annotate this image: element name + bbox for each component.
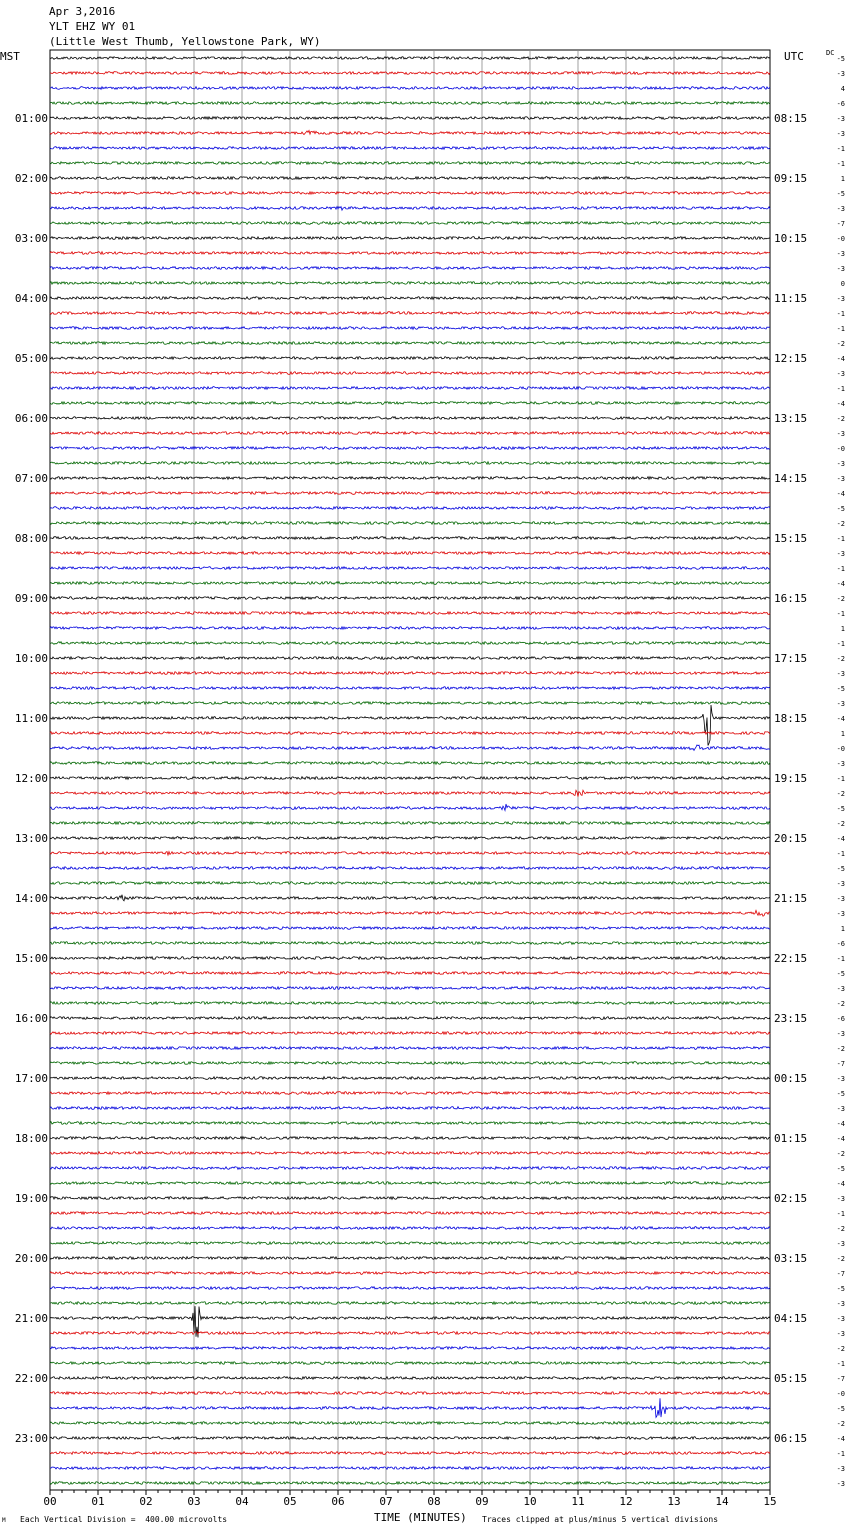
trace-line <box>50 87 770 90</box>
trace-line <box>50 312 770 315</box>
dc-offset-label: -2 <box>836 1045 845 1053</box>
dc-offset-label: -4 <box>836 1135 845 1143</box>
trace-line <box>50 1452 770 1455</box>
left-hour-label: 09:00 <box>14 592 48 605</box>
trace-line <box>50 552 770 555</box>
trace-line <box>50 1167 770 1170</box>
dc-offset-label: -5 <box>836 865 845 873</box>
x-tick-label: 01 <box>91 1495 105 1508</box>
right-timezone-label: UTC <box>784 50 804 63</box>
dc-offset-label: -3 <box>836 475 845 483</box>
trace-line <box>50 732 770 735</box>
trace-line <box>50 297 770 300</box>
trace-line <box>50 282 770 285</box>
trace-line <box>50 492 770 495</box>
dc-offset-label: -3 <box>836 130 845 138</box>
clip-note: Traces clipped at plus/minus 5 vertical divisions <box>482 1515 719 1524</box>
dc-offset-label: -3 <box>836 460 845 468</box>
trace-line <box>50 1287 770 1290</box>
dc-offset-label: -5 <box>836 1405 845 1413</box>
dc-offset-label: -1 <box>836 535 845 543</box>
dc-offset-label: -2 <box>836 1255 845 1263</box>
x-tick-label: 10 <box>523 1495 537 1508</box>
trace-line <box>50 567 770 570</box>
right-hour-label: 09:15 <box>774 172 808 185</box>
dc-offset-label: -0 <box>836 235 845 243</box>
dc-offset-label: -3 <box>836 880 845 888</box>
dc-offset-label: -6 <box>836 100 845 108</box>
dc-offset-label: -1 <box>836 640 845 648</box>
right-hour-label: 23:15 <box>774 1012 808 1025</box>
left-hour-label: 15:00 <box>14 952 48 965</box>
trace-line <box>50 192 770 195</box>
dc-offset-label: -0 <box>836 1390 845 1398</box>
trace-line <box>50 1197 770 1200</box>
dc-offset-label: -3 <box>836 1315 845 1323</box>
dc-offset-label: -1 <box>836 955 845 963</box>
dc-offset-label: -6 <box>836 1015 845 1023</box>
right-hour-label: 18:15 <box>774 712 808 725</box>
dc-offset-label: -4 <box>836 715 845 723</box>
trace-line <box>50 447 770 450</box>
trace-line <box>50 1377 770 1380</box>
left-timezone-label: MST <box>0 50 20 63</box>
dc-offset-label: -2 <box>836 1345 845 1353</box>
trace-line <box>50 162 770 165</box>
trace-line <box>50 1122 770 1125</box>
left-hour-label: 14:00 <box>14 892 48 905</box>
trace-line <box>50 131 770 135</box>
left-hour-label: 07:00 <box>14 472 48 485</box>
x-tick-label: 11 <box>571 1495 585 1508</box>
x-tick-label: 02 <box>139 1495 153 1508</box>
right-hour-label: 20:15 <box>774 832 808 845</box>
left-hour-label: 02:00 <box>14 172 48 185</box>
dc-offset-label: -3 <box>836 1330 845 1338</box>
trace-line <box>50 702 770 705</box>
dc-offset-label: -3 <box>836 115 845 123</box>
x-axis-label: TIME (MINUTES) <box>374 1511 467 1524</box>
dc-offset-label: -3 <box>836 700 845 708</box>
trace-line <box>50 612 770 615</box>
dc-offset-label: 4 <box>840 85 845 93</box>
x-tick-label: 04 <box>235 1495 249 1508</box>
trace-line <box>50 1422 770 1425</box>
trace-line <box>50 252 770 255</box>
trace-line <box>50 777 770 780</box>
x-tick-label: 03 <box>187 1495 201 1508</box>
x-tick-label: 05 <box>283 1495 297 1508</box>
left-hour-label: 23:00 <box>14 1432 48 1445</box>
dc-offset-label: -1 <box>836 310 845 318</box>
dc-offset-label: -0 <box>836 445 845 453</box>
trace-line <box>50 582 770 585</box>
trace-line <box>50 1332 770 1335</box>
dc-offset-label: -3 <box>836 1030 845 1038</box>
dc-offset-label: -4 <box>836 490 845 498</box>
trace-line <box>50 176 770 179</box>
trace-line <box>50 1302 770 1305</box>
trace-line <box>50 942 770 945</box>
trace-line <box>50 627 770 630</box>
trace-line <box>50 432 770 435</box>
dc-offset-label: -3 <box>836 295 845 303</box>
header-date: Apr 3,2016 <box>49 5 116 18</box>
dc-offset-label: -1 <box>836 1210 845 1218</box>
trace-line <box>50 1152 770 1155</box>
plot-frame <box>50 50 770 1490</box>
left-hour-label: 12:00 <box>14 772 48 785</box>
x-tick-label: 08 <box>427 1495 441 1508</box>
dc-offset-label: -4 <box>836 835 845 843</box>
dc-offset-label: -5 <box>836 1285 845 1293</box>
dc-offset-label: -4 <box>836 1435 845 1443</box>
right-hour-label: 22:15 <box>774 952 808 965</box>
dc-offset-label: -5 <box>836 505 845 513</box>
dc-offset-label: -5 <box>836 970 845 978</box>
trace-line <box>50 1467 770 1470</box>
dc-offset-label: -1 <box>836 850 845 858</box>
trace-line <box>50 477 770 480</box>
left-hour-label: 18:00 <box>14 1132 48 1145</box>
right-hour-label: 12:15 <box>774 352 808 365</box>
dc-offset-label: -4 <box>836 355 845 363</box>
dc-offset-label: -3 <box>836 895 845 903</box>
trace-line <box>50 972 770 975</box>
trace-line <box>50 705 770 746</box>
left-hour-label: 20:00 <box>14 1252 48 1265</box>
right-hour-label: 11:15 <box>774 292 808 305</box>
trace-line <box>50 1002 770 1005</box>
trace-line <box>50 462 770 465</box>
dc-offset-label: -7 <box>836 1270 845 1278</box>
header-location: (Little West Thumb, Yellowstone Park, WY) <box>49 35 321 48</box>
dc-offset-label: -1 <box>836 385 845 393</box>
trace-line <box>50 402 770 405</box>
dc-offset-label: -2 <box>836 595 845 603</box>
left-hour-label: 19:00 <box>14 1192 48 1205</box>
right-hour-label: 17:15 <box>774 652 808 665</box>
dc-offset-label: -4 <box>836 1120 845 1128</box>
trace-line <box>50 267 770 270</box>
dc-offset-label: 1 <box>840 175 845 183</box>
trace-line <box>50 1437 770 1440</box>
trace-line <box>50 1482 770 1485</box>
dc-offset-label: -2 <box>836 415 845 423</box>
trace-line <box>50 327 770 330</box>
right-hour-label: 16:15 <box>774 592 808 605</box>
dc-offset-label: 0 <box>840 280 845 288</box>
dc-offset-label: -3 <box>836 910 845 918</box>
dc-offset-label: -3 <box>836 985 845 993</box>
right-hour-label: 08:15 <box>774 112 808 125</box>
left-hour-label: 13:00 <box>14 832 48 845</box>
dc-offset-label: -1 <box>836 325 845 333</box>
left-hour-label: 17:00 <box>14 1072 48 1085</box>
trace-line <box>50 672 770 675</box>
trace-line <box>50 822 770 825</box>
dc-offset-label: -3 <box>836 1465 845 1473</box>
x-tick-label: 13 <box>667 1495 681 1508</box>
dc-offset-label: -3 <box>836 1075 845 1083</box>
trace-line <box>50 1212 770 1215</box>
trace-line <box>50 1242 770 1245</box>
trace-line <box>50 1257 770 1260</box>
x-tick-label: 15 <box>763 1495 777 1508</box>
dc-offset-label: -3 <box>836 430 845 438</box>
header-station: YLT EHZ WY 01 <box>49 20 136 33</box>
dc-offset-label: -5 <box>836 55 845 63</box>
trace-line <box>50 762 770 765</box>
dc-offset-label: -0 <box>836 745 845 753</box>
trace-line <box>50 1137 770 1140</box>
trace-line <box>50 987 770 990</box>
trace-line <box>50 1182 770 1185</box>
trace-line <box>50 207 770 211</box>
dc-offset-label: -5 <box>836 805 845 813</box>
dc-offset-label: -3 <box>836 1300 845 1308</box>
dc-offset-label: -5 <box>836 685 845 693</box>
right-hour-label: 02:15 <box>774 1192 808 1205</box>
trace-line <box>50 882 770 885</box>
dc-offset-label: -5 <box>836 190 845 198</box>
left-hour-label: 16:00 <box>14 1012 48 1025</box>
left-hour-label: 06:00 <box>14 412 48 425</box>
trace-line <box>50 117 770 120</box>
left-hour-label: 08:00 <box>14 532 48 545</box>
x-tick-label: 12 <box>619 1495 633 1508</box>
left-hour-label: 04:00 <box>14 292 48 305</box>
trace-line <box>50 1017 770 1020</box>
dc-offset-label: -3 <box>836 1195 845 1203</box>
dc-offset-label: -3 <box>836 670 845 678</box>
trace-line <box>50 1107 770 1110</box>
left-hour-label: 21:00 <box>14 1312 48 1325</box>
trace-line <box>50 910 770 916</box>
trace-line <box>50 642 770 645</box>
dc-offset-label: -5 <box>836 1165 845 1173</box>
dc-offset-label: -1 <box>836 145 845 153</box>
trace-line <box>50 1062 770 1065</box>
x-tick-label: 07 <box>379 1495 393 1508</box>
trace-line <box>50 1077 770 1080</box>
dc-offset-label: -3 <box>836 760 845 768</box>
trace-line <box>50 837 770 840</box>
dc-offset-label: -7 <box>836 220 845 228</box>
left-hour-label: 22:00 <box>14 1372 48 1385</box>
trace-line <box>50 895 770 901</box>
left-hour-label: 05:00 <box>14 352 48 365</box>
left-hour-label: 01:00 <box>14 112 48 125</box>
right-hour-label: 06:15 <box>774 1432 808 1445</box>
dc-offset-label: -2 <box>836 820 845 828</box>
left-hour-label: 10:00 <box>14 652 48 665</box>
trace-line <box>50 1032 770 1035</box>
trace-line <box>50 957 770 960</box>
trace-line <box>50 852 770 856</box>
right-hour-label: 21:15 <box>774 892 808 905</box>
dc-offset-label: -1 <box>836 610 845 618</box>
trace-line <box>50 522 770 525</box>
dc-offset-label: -7 <box>836 1060 845 1068</box>
trace-line <box>50 657 770 660</box>
dc-offset-label: -3 <box>836 1105 845 1113</box>
dc-offset-label: -2 <box>836 1225 845 1233</box>
dc-offset-label: -3 <box>836 205 845 213</box>
right-hour-label: 00:15 <box>774 1072 808 1085</box>
trace-line <box>50 417 770 420</box>
left-hour-label: 03:00 <box>14 232 48 245</box>
dc-offset-label: -2 <box>836 1000 845 1008</box>
x-tick-label: 14 <box>715 1495 729 1508</box>
dc-offset-label: -1 <box>836 1360 845 1368</box>
right-hour-label: 14:15 <box>774 472 808 485</box>
trace-line <box>50 1362 770 1365</box>
right-hour-label: 05:15 <box>774 1372 808 1385</box>
dc-offset-label: -3 <box>836 265 845 273</box>
right-hour-label: 03:15 <box>774 1252 808 1265</box>
trace-line <box>50 57 770 60</box>
dc-offset-label: -6 <box>836 940 845 948</box>
dc-offset-label: 1 <box>840 625 845 633</box>
right-hour-label: 15:15 <box>774 532 808 545</box>
right-hour-label: 10:15 <box>774 232 808 245</box>
dc-offset-label: 1 <box>840 925 845 933</box>
dc-offset-label: -1 <box>836 160 845 168</box>
trace-line <box>50 927 770 930</box>
dc-offset-label: -4 <box>836 400 845 408</box>
right-hour-label: 19:15 <box>774 772 808 785</box>
trace-line <box>50 1092 770 1095</box>
trace-line <box>50 1047 770 1050</box>
trace-line <box>50 102 770 105</box>
trace-line <box>50 804 770 810</box>
trace-line <box>50 537 770 540</box>
trace-line <box>50 790 770 796</box>
trace-line <box>50 867 770 870</box>
dc-offset-header: DC <box>826 49 835 57</box>
trace-line <box>50 1227 770 1230</box>
trace-line <box>50 507 770 510</box>
dc-offset-label: -1 <box>836 565 845 573</box>
trace-line <box>50 357 770 360</box>
trace-line <box>50 1398 770 1417</box>
dc-offset-label: -2 <box>836 1420 845 1428</box>
trace-line <box>50 72 770 75</box>
dc-offset-label: -5 <box>836 1090 845 1098</box>
dc-offset-label: -3 <box>836 70 845 78</box>
dc-offset-label: -2 <box>836 655 845 663</box>
dc-offset-label: -2 <box>836 340 845 348</box>
trace-line <box>50 1347 770 1350</box>
trace-line <box>50 387 770 390</box>
dc-offset-label: -3 <box>836 1480 845 1488</box>
trace-line <box>50 1272 770 1275</box>
trace-line <box>50 745 770 750</box>
left-hour-label: 11:00 <box>14 712 48 725</box>
dc-offset-label: -4 <box>836 1180 845 1188</box>
dc-offset-label: 1 <box>840 730 845 738</box>
dc-offset-label: -2 <box>836 520 845 528</box>
dc-offset-label: -7 <box>836 1375 845 1383</box>
dc-offset-label: -4 <box>836 580 845 588</box>
trace-line <box>50 372 770 375</box>
x-tick-label: 09 <box>475 1495 489 1508</box>
trace-line <box>50 222 770 225</box>
right-hour-label: 13:15 <box>774 412 808 425</box>
dc-offset-label: -2 <box>836 1150 845 1158</box>
trace-line <box>50 147 770 150</box>
scale-note: Each Vertical Division = 400.00 microvolts <box>20 1515 228 1524</box>
x-tick-label: 00 <box>43 1495 57 1508</box>
x-tick-label: 06 <box>331 1495 345 1508</box>
dc-offset-label: -1 <box>836 775 845 783</box>
trace-line <box>50 687 770 690</box>
trace-line <box>50 1392 770 1395</box>
trace-line <box>50 597 770 600</box>
dc-offset-label: -3 <box>836 550 845 558</box>
trace-line <box>50 237 770 240</box>
credit-mark: M <box>2 1517 6 1524</box>
dc-offset-label: -2 <box>836 790 845 798</box>
dc-offset-label: -3 <box>836 250 845 258</box>
dc-offset-label: -3 <box>836 370 845 378</box>
right-hour-label: 04:15 <box>774 1312 808 1325</box>
dc-offset-label: -1 <box>836 1450 845 1458</box>
dc-offset-label: -3 <box>836 1240 845 1248</box>
trace-line <box>50 342 770 345</box>
right-hour-label: 01:15 <box>774 1132 808 1145</box>
